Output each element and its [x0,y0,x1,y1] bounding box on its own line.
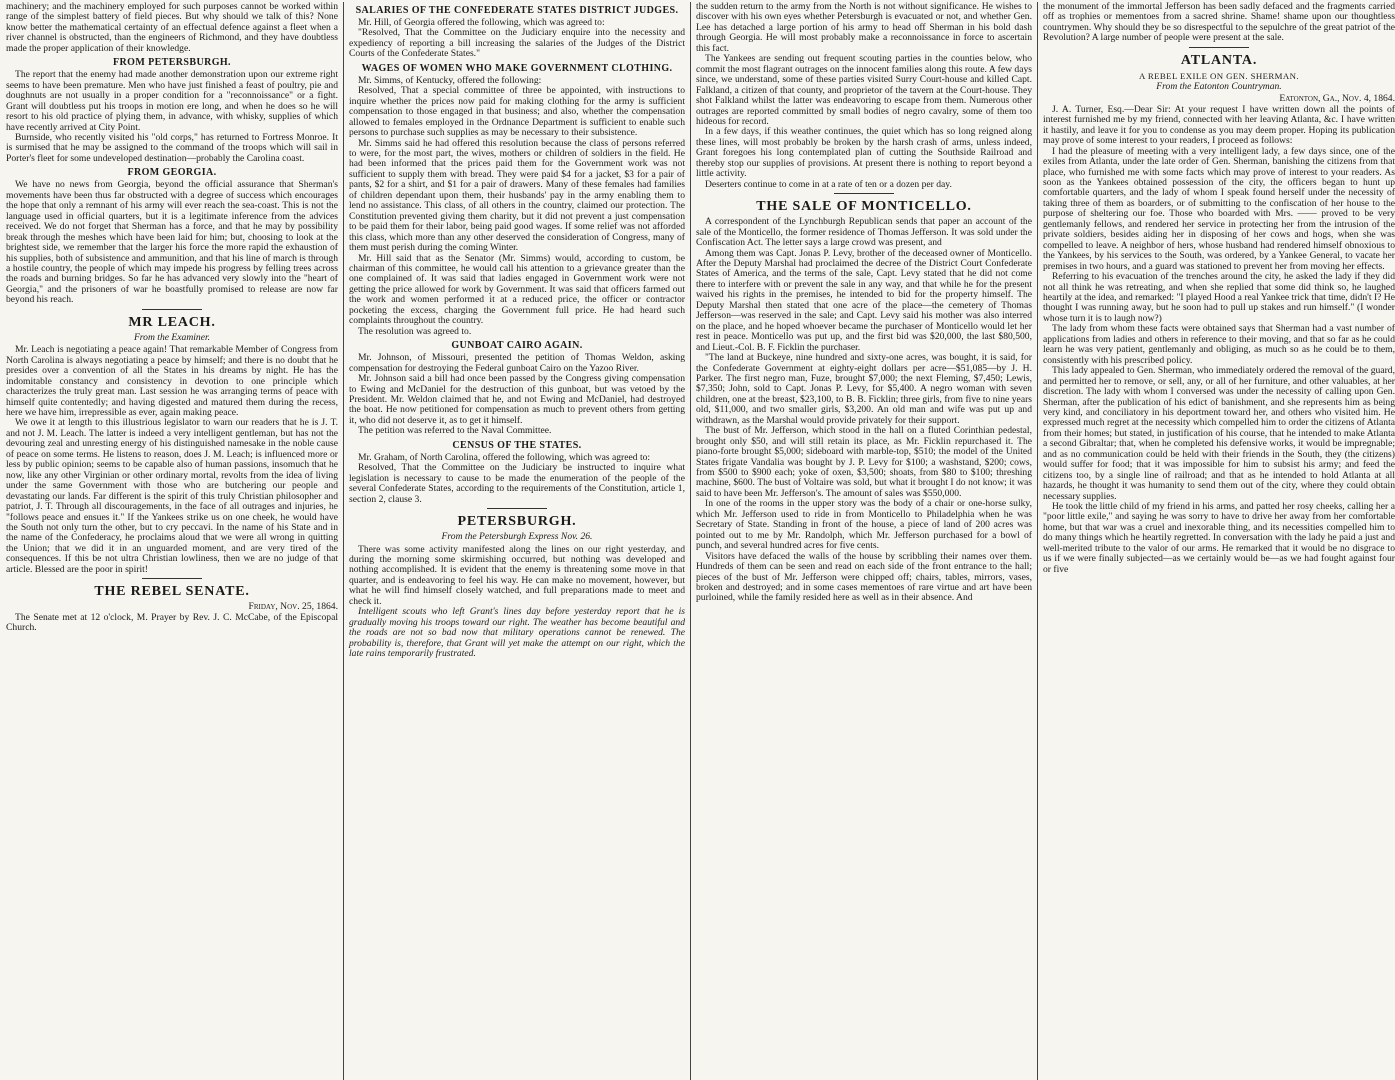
paragraph: Deserters continue to come in at a rate of ten or a dozen per day. [705,178,952,190]
divider [1189,47,1249,48]
article-subheading: A REBEL EXILE ON GEN. SHERMAN. [1139,70,1299,81]
article-headline: ATLANTA. [1180,52,1258,68]
paragraph: The Yankees are sending out frequent scouting parties in the counties below, who commit the most flagrant outrages on the innocent families along this route. A few days since, we understand, some of these parties visited Surry Court-house and killed Capt. Falkland, a citizen of that county, and proprietor of the tavern at the Court-house. They shot Falkland whilst the latter was endeavoring to escape from them. Numerous other outrages are reported committed by small bodies of negro cavalry, some of them too hideous for record. [696,53,1032,127]
paragraph: The petition was referred to the Naval Committee. [358,425,552,437]
column-3 [696,2,1032,1080]
paragraph: Among them was Capt. Jonas P. Levy, brother of the deceased owner of Monticello. After the Deputy Marshal had proclaimed the decree of the District Court Confederate States of America, and the terms of the sale, Capt. Levy stated that he did not come there to interfere with or prevent the sale in any way, and that while he for the present waived his rights in the premises, he intended to bid for the property himself. The Deputy Marshal then stated that one acre of the place—the cemetery of Thomas Jefferson—was reserved in the sale; and Capt. Levy said his mother was also interred on the place, and he hoped whoever became the purchaser of Monticello would let her rest in peace. Monticello was put up, and the first bid was $20,000, the last $80,500, and Lieut.-Col. B. F. Ficklin the purchaser. [696,247,1032,353]
source-line: From the Petersburgh Express Nov. 26. [441,531,593,543]
article-headline: THE SALE OF MONTICELLO. [756,199,972,215]
section-heading: CENSUS OF THE STATES. [452,439,582,451]
paragraph: Resolved, That the Committee on the Judiciary be instructed to inquire what legislation is necessary to cause to be made the enumeration of the people of the several Confederate States, according to the requirements of the Constitution, article 1, section 2, clause 3. [349,462,685,505]
column-2 [349,2,685,1080]
paragraph: The report that the enemy had made another demonstration upon our extreme right seems to have been premature. Men who have just finished a feast of poultry, pie and doughnuts are not usually in a proper condition for a "reconnoissance" or a fight. Grant will doubtless put his troops in motion ere long, and when he does so he will resort to his old practice of plying them, in advance, with whisky, supplies of which have recently arrived at City Point. [6,69,338,133]
paragraph: The resolution was agreed to. [358,325,472,337]
divider [487,508,547,509]
column-4 [1043,2,1395,1080]
paragraph: In a few days, if this weather continues, the quiet which has so long reigned along these lines, will most probably be broken by the harsh crash of arms, unless indeed, Grant foregoes his long contemplated plan of cutting the Southside Railroad and thereby stop our supplies of provisions. At present there is nothing to report beyond a little activity. [696,126,1032,180]
divider [834,193,894,194]
paragraph: "The land at Buckeye, nine hundred and sixty-one acres, was bought, it is said, for the Confederate Government at eighty-eight dollars per acre—$51,085—by J. H. Parker. The first negro man, Fuze, brought $7,000; the next Fleming, $7,450; Lewis, $7,350; John, sold to Capt. Jonas P. Levy, for $5,400. A negro woman with seven children, one at the breast, $23,100, to B. B. Ficklin; three girls, from five to nine years old, $11,000, and two smaller girls, $3,200. An old man and wife was put up and withdrawn, as the Marshal would provide privately for their support. [696,352,1032,426]
divider [142,578,202,579]
paragraph: "Resolved, That the Committee on the Judiciary enquire into the necessity and expediency of reporting a bill increasing the salaries of the Judges of the District Courts of the Confederate States." [349,27,685,60]
paragraph: J. A. Turner, Esq.—Dear Sir: At your request I have written down all the points of interest furnished me by my friend, connected with her leaving Atlanta, &c. I have written it hastily, and leave it for you to condense as you may deem proper. Hoping its publication may prove of some interest to your readers, I proceed as follows: [1043,103,1395,147]
section-heading: GUNBOAT CAIRO AGAIN. [451,340,583,352]
paragraph: the monument of the immortal Jefferson has been sadly defaced and the fragments carried off as trophies or mementoes from a sacred shrine. Shame! shame upon our thoughtless countrymen. Why should they be so disrespectful to the sepulchre of the great patriot of the Revolution? A large number of people were present at the sale. [1043,1,1395,44]
paragraph: machinery; and the machinery employed for such purposes cannot be worked within range of the simplest battery of field pieces. But why should we talk of this? None know better the mathematical certainty of an effectual defence against a fleet when a river channel is obstructed, than the engineers of Richmond, and they have doubtless made the proper application of their knowledge. [6,1,338,54]
paragraph: Mr. Simms, of Kentucky, offered the following: [358,74,542,86]
column-1 [6,2,338,1080]
paragraph: Burnside, who recently visited his "old corps," has returned to Fortress Monroe. It is surmised that he may be assigned to the command of the troops which will sail in Porter's fleet for some undeveloped destination—probably the Carolina coast. [6,131,338,164]
paragraph: Visitors have defaced the walls of the house by scribbling their names over them. Hundreds of them can be seen and read on each side of the front entrance to the hall; pieces of the bust of Mr. Jefferson were chipped off; chairs, tables, mirrors, vases, broken and destroyed; and in some cases mementoes of rare virtue and art have been purloined, while the family resided here as well as in their absence. And [696,550,1032,604]
divider [142,309,202,310]
paragraph: I had the pleasure of meeting with a very intelligent lady, a few days since, one of the exiles from Atlanta, under the late order of Gen. Sherman, banishing the citizens from that place, who furnished me with some facts which may prove of interest to your readers. As soon as the Yankees obtained possession of the city, the officers began to hunt up comfortable quarters, and the lady of whom I speak found herself under the necessity of taking three of them as boarders, or of submitting to the confiscation of her house to the purpose of sheltering our foe. Those who boarded with Mrs. —— proved to be very gentlemanly fellows, and rendered her service in protecting her from the intrusion of the private soldiers, besides aiding her in disposing of her cows and hogs, when she was compelled to leave. A neighbor of hers, whose husband had rendered himself obnoxious to the Yankees, by his services to the South, was ordered, by a Yankee General, to vacate her premises in two hours, and a guard was stationed to prevent her from moving her effects. [1043,145,1395,272]
dateline: Eatonton, Ga., Nov. 4, 1864. [1279,93,1395,105]
section-heading: FROM GEORGIA. [127,167,217,179]
paragraph: Referring to his evacuation of the trenches around the city, he asked the lady if they did not all think he was retreating, and when she replied that some did think so, he laughed heartily at the idea, and remarked: "I played Hood a real Yankee trick that time, didn't I? He thought I was running away, but he soon had to pull up stakes and run himself." (I wonder whose turn it is to laugh now?) [1043,271,1395,324]
paragraph: In one of the rooms in the upper story was the body of a chair or one-horse sulky, which Mr. Jefferson used to ride in from Monticello to Philadelphia when he was Secretary of State. Standing in front of the house, a piece of land of 200 acres was pointed out to me by Mr. Randolph, which Mr. Jefferson purchased for a bowl of punch, and several hundred acres for five cents. [696,498,1032,552]
paragraph: Intelligent scouts who left Grant's lines day before yesterday report that he is gradually moving his troops toward our right. The weather has become beautiful and the roads are not so bad now that military operations cannot be renewed. The probability is, therefore, that Grant will yet make the attempt on our right, which the late rains temporarily frustrated. [349,606,685,660]
source-line: From the Eatonton Countryman. [1156,80,1282,92]
paragraph: We owe it at length to this illustrious legislator to warn our readers that he is J. T. and not J. M. Leach. The latter is indeed a very intelligent gentleman, but has not the devouring zeal and unresting energy of his distinguished namesake in the noble cause of peace on some terms. He listens to reason, does J. M. Leach; is influenced more or less by public opinion; seems to be capable also of human passions, insomuch that he now, like any other Virginian or other ordinary mortal, revolts from the idea of living under the same Government with those who are butchering our people and devastating our lands. Far different is the spirit of this truly Christian philosopher and patriot, J. T. Through all discouragements, in the face of all outrages and injuries, he "follows peace and ensues it." If the Yankees strike us on one cheek, he would have the South not only turn the other, but to cry peccavi. In the name of his State and in the name of the Confederacy, he proclaims aloud that we were all wrong in quitting the Union; that we did it in an unguarded moment, and are very tired of the consequences. If this be not ultra Christian lowliness, then we are no judge of that article. Blessed are the poor in spirit! [6,417,338,575]
section-heading: FROM PETERSBURGH. [113,57,231,69]
paragraph: Mr. Johnson, of Missouri, presented the petition of Thomas Weldon, asking compensation for destroying the Federal gunboat Cairo on the Yazoo River. [349,352,685,374]
paragraph: the sudden return to the army from the North is not without significance. He wishes to discover with his own eyes whether Petersburgh is evacuated or not, and whether Gen. Lee has detached a large portion of his army to head off Sherman in his bold dash through Georgia. He will most probably make a reconnoissance in force to ascertain this fact. [696,1,1032,54]
paragraph: Mr. Hill, of Georgia offered the following, which was agreed to: [358,17,605,28]
column-rule [1037,2,1038,1080]
column-rule [343,2,344,1080]
column-rule [690,2,691,1080]
paragraph: A correspondent of the Lynchburgh Republican sends that paper an account of the sale of the Monticello, the former residence of Thomas Jefferson. It was sold under the Confiscation Act. The letter says a large crowd was present, and [696,216,1032,249]
paragraph: The bust of Mr. Jefferson, which stood in the hall on a fluted Corinthian pedestal, brought only $50, and will still retain its place, as Mr. Ficklin repurchased it. The piano-forte brought $5,000; sideboard with marble-top, $510; the model of the United States frigate Vandalia was bought by J. P. Levy for $100; a washstand, $200; cows, from $500 to $900 each; yoke of oxen, $3,500; shoats, from $80 to $100; threshing machine, $600. The bust of Voltaire was sold, but what it brought I do not know; it was said to have been Mr. Jefferson's. The amount of sales was $550,000. [696,425,1032,499]
source-line: From the Examiner. [133,331,211,343]
paragraph: Mr. Hill said that as the Senator (Mr. Simms) would, according to custom, be chairman of this committee, he would call his attention to a grievance greater than the one complained of. It was said that ladies engaged in Government work were not getting the price allowed for work by Government. It was said that officers farmed out the work and women performed it at a reduced price, the officer or contractor pocketing the excess, charging the Government full price. He had heard such complaints throughout the country. [349,252,685,327]
article-headline: THE REBEL SENATE. [94,584,250,600]
paragraph: He took the little child of my friend in his arms, and patted her rosy cheeks, calling her a "poor little exile," and saying he was sorry to have to drive her away from her comfortable home, but that war was a cruel and inexorable thing, and its necessities compelled him to do many things which he heartily regretted. In conversation with the lady he paid a just and well-merited tribute to the valor of our arms. He remarked that it would be no disgrace to us if we were finally subjected—as we certainly would be—as we had fought against four or five [1043,501,1395,575]
paragraph: Mr. Johnson said a bill had once been passed by the Congress giving compensation to Ewing and McDaniel for the destruction of this gunboat, but was vetoed by the President. Mr. Weldon claimed that he, and not Ewing and McDaniel, had destroyed the boat. He now petitioned for compensation as much to prevent others from getting it, who did not deserve it, as to get it himself. [349,373,685,426]
paragraph: Mr. Simms said he had offered this resolution because the class of persons referred to were, for the most part, the wives, mothers or children of soldiers in the field. He had been informed that the prices paid them for the Government work was not sufficient to supply them with bread. They were paid $4 for a jacket, $3 for a pair of pants, $2 for a shirt, and $1 for a pair of drawers. Many of these females had families of children dependant upon them, their husbands' pay in the army enabling them to lend no assistance. This class, of all others in the country, claimed our protection. The Constitution prevented giving them charity, but it did not prevent a just compensation to be paid them for their labor, being paid good wages. If some relief was not afforded this class, which more than any other deserved the consideration of Congress, many of them must perish during the coming Winter. [349,137,685,254]
dateline: Friday, Nov. 25, 1864. [248,601,338,613]
article-headline: MR LEACH. [128,314,216,330]
paragraph: This lady appealed to Gen. Sherman, who immediately ordered the removal of the guard, and permitted her to remove, or sell, any, or all of her furniture, and other valuables, at her discretion. The lady with whom I conversed was under the necessity of calling upon Gen. Sherman, after the publication of his edict of banishment, and she represents him as being very kind, and conciliatory in his deportment toward her, and others who visited him. He expressed much regret at the necessity which compelled him to order the citizens of Atlanta from their homes; but stated, in justification of his course, that he intended to make Atlanta a second Gibraltar; that, when he completed his defensive works, it would be impregnable; and as no communication could be held with their friends in the South, they (the citizens) would suffer for food; that it was impossible for him to subsist his army; and feed the citizens too, by a single line of railroad; and that as he intended to hold Atlanta at all hazards, he thought it was humanity to send them out of the city, where they could obtain necessary supplies. [1043,365,1395,502]
article-headline: PETERSBURGH. [457,514,577,530]
paragraph: Mr. Leach is negotiating a peace again! That remarkable Member of Congress from North Carolina is always negotiating a peace by himself; and there is no doubt that he presides over a convention of all the States in his dreams by night. He has the indomitable constancy and consistency in devotion to one principle which characterizes the truly great man. Last session he was arranging terms of peace with himself quite contentedly; and having digested and matured them during the recess, here we have him, irrepressible as ever, again making peace. [6,344,338,418]
paragraph: The lady from whom these facts were obtained says that Sherman had a vast number of applications from ladies and others in reference to their moving, and that so far as he could learn he was very patient, gentlemanly and obliging, as much so as he could be to them, consistently with his prescribed policy. [1043,323,1395,366]
paragraph: Resolved, That a special committee of three be appointed, with instructions to inquire whether the prices now paid for making clothing for the army is sufficient compensation to those engaged in that business; and also, whether the compensation allowed to females employed in the Ordnance Department is sufficient to enable such persons to purchase such supplies as may be necessary to their subsistence. [349,85,685,139]
paragraph: The Senate met at 12 o'clock, M. Prayer by Rev. J. C. McCabe, of the Episcopal Church. [6,611,338,634]
paragraph: Mr. Graham, of North Carolina, offered the following, which was agreed to: [358,451,651,463]
section-heading: WAGES OF WOMEN WHO MAKE GOVERNMENT CLOTHING. [361,62,673,74]
paragraph: There was some activity manifested along the lines on our right yesterday, and during the morning some skirmishing occurred, but nothing was developed and nothing accomplished. It is evident that the enemy is threatening some move in that quarter, and is endeavoring to feel his way. He can make no movement, however, but what he will find himself closely watched, and full preparations made to meet and check it. [349,543,685,607]
section-heading: SALARIES OF THE CONFEDERATE STATES DISTRICT JUDGES. [355,5,679,16]
paragraph: We have no news from Georgia, beyond the official assurance that Sherman's movements have been thus far obstructed with a degree of success which encourages the hope that only a remnant of his army will ever reach the sea-coast. This is not the language used in official quarters, but it is a legitimate inference from the advices received. We do not forget that Sherman has a force, and that he may by possibility break through the meshes which have been laid for him; but, choosing to look at the brightest side, we remember that the larger his force the more rapid the exhaustion of his supplies, both of subsistence and ammunition, and that his line of march is through a hostile country, the people of which may impede his progress by felling trees across the roads and burning bridges. So far he has advanced very slowly into the "heart of Georgia," and the prisoners of war he boastfully promised to release are now far beyond his reach. [6,179,339,306]
